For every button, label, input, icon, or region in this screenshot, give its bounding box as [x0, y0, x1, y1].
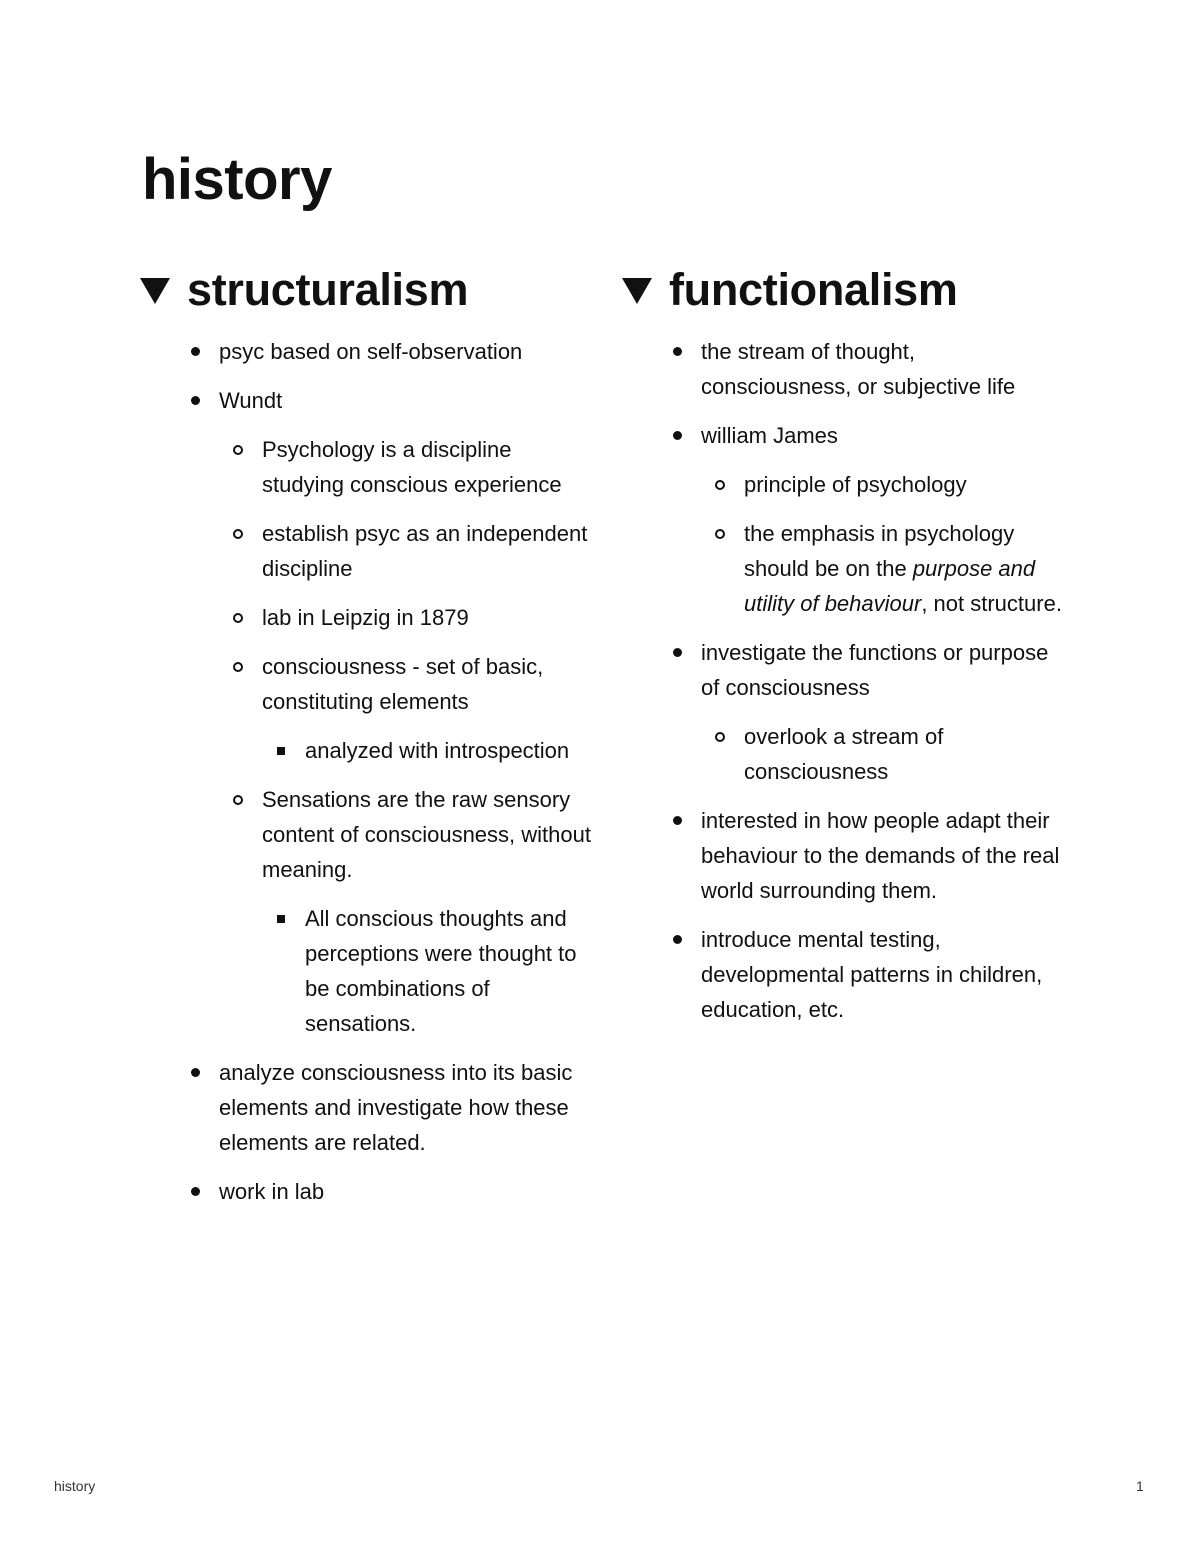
functions-sublist [701, 719, 1067, 789]
list-item: lab in Leipzig in 1879 [219, 600, 595, 635]
james-sublist [701, 467, 1067, 621]
bullet-disc-icon [191, 1068, 200, 1077]
list-item: Sensations are the raw sensory content of consciousness, without meaning. All conscious thoughts and perceptions were thought to be combinations of sensations. [219, 782, 595, 1041]
bullet-disc-icon [673, 816, 682, 825]
list-item: consciousness - set of basic, constituting elements analyzed with introspection [219, 649, 595, 768]
bullet-disc-icon [673, 347, 682, 356]
list-item: psyc based on self-observation [140, 334, 595, 369]
list-item: the stream of thought, consciousness, or subjective life [622, 334, 1067, 404]
structuralism-section [140, 260, 595, 1223]
functionalism-heading: functionalism [669, 264, 958, 315]
bullet-disc-icon [673, 431, 682, 440]
bullet-circle-icon [233, 445, 243, 455]
toggle-triangle-icon[interactable] [622, 278, 652, 304]
bullet-circle-icon [715, 732, 725, 742]
list-item: principle of psychology [701, 467, 1067, 502]
list-item: introduce mental testing, developmental patterns in children, education, etc. [622, 922, 1067, 1027]
bullet-disc-icon [191, 1187, 200, 1196]
list-item: william James principle of psychology the emphasis in psychology should be on the purpose and utility of behaviour, not structure. [622, 418, 1067, 621]
emphasis-text: the emphasis in psychology should be on the purpose and utility of behaviour, not structure. [744, 521, 1062, 616]
list-item: interested in how people adapt their behaviour to the demands of the real world surrounding them. [622, 803, 1067, 908]
footer-doc-name: history [54, 1478, 96, 1494]
bullet-circle-icon [233, 613, 243, 623]
bullet-disc-icon [191, 396, 200, 405]
list-item: work in lab [140, 1174, 595, 1209]
bullet-square-icon [277, 747, 285, 755]
functionalism-section [622, 260, 1067, 1041]
list-item: Wundt Psychology is a discipline studying conscious experience establish psyc as an independent discipline lab in Leipzig in 1879 consciousness - set of basic, constituting elements analyzed with introspection Sensations are the raw sensory content of consciousness, without meaning. All conscious thoughts and perceptions were thought to be combinations of sensations. [140, 383, 595, 1041]
list-item: All conscious thoughts and perceptions were thought to be combinations of sensations. [262, 901, 595, 1041]
functionalism-toggle[interactable] [622, 260, 1067, 320]
bullet-circle-icon [233, 662, 243, 672]
list-item: overlook a stream of consciousness [701, 719, 1067, 789]
bullet-square-icon [277, 915, 285, 923]
bullet-disc-icon [673, 935, 682, 944]
wundt-sublist [219, 432, 595, 1041]
bullet-disc-icon [673, 648, 682, 657]
consciousness-sublist [262, 733, 595, 768]
bullet-circle-icon [715, 529, 725, 539]
list-item: Psychology is a discipline studying conscious experience [219, 432, 595, 502]
sensations-sublist [262, 901, 595, 1041]
list-item: analyze consciousness into its basic elements and investigate how these elements are related. [140, 1055, 595, 1160]
structuralism-list [140, 334, 595, 1209]
list-item [701, 516, 1067, 621]
toggle-triangle-icon[interactable] [140, 278, 170, 304]
list-item: establish psyc as an independent discipline [219, 516, 595, 586]
list-item: analyzed with introspection [262, 733, 595, 768]
structuralism-heading: structuralism [187, 264, 469, 315]
bullet-circle-icon [715, 480, 725, 490]
bullet-circle-icon [233, 529, 243, 539]
bullet-disc-icon [191, 347, 200, 356]
functionalism-list [622, 334, 1067, 1027]
footer-page-number: 1 [1136, 1478, 1144, 1494]
bullet-circle-icon [233, 795, 243, 805]
structuralism-toggle[interactable] [140, 260, 595, 320]
page-title: history [142, 147, 332, 212]
list-item: investigate the functions or purpose of consciousness overlook a stream of consciousness [622, 635, 1067, 789]
